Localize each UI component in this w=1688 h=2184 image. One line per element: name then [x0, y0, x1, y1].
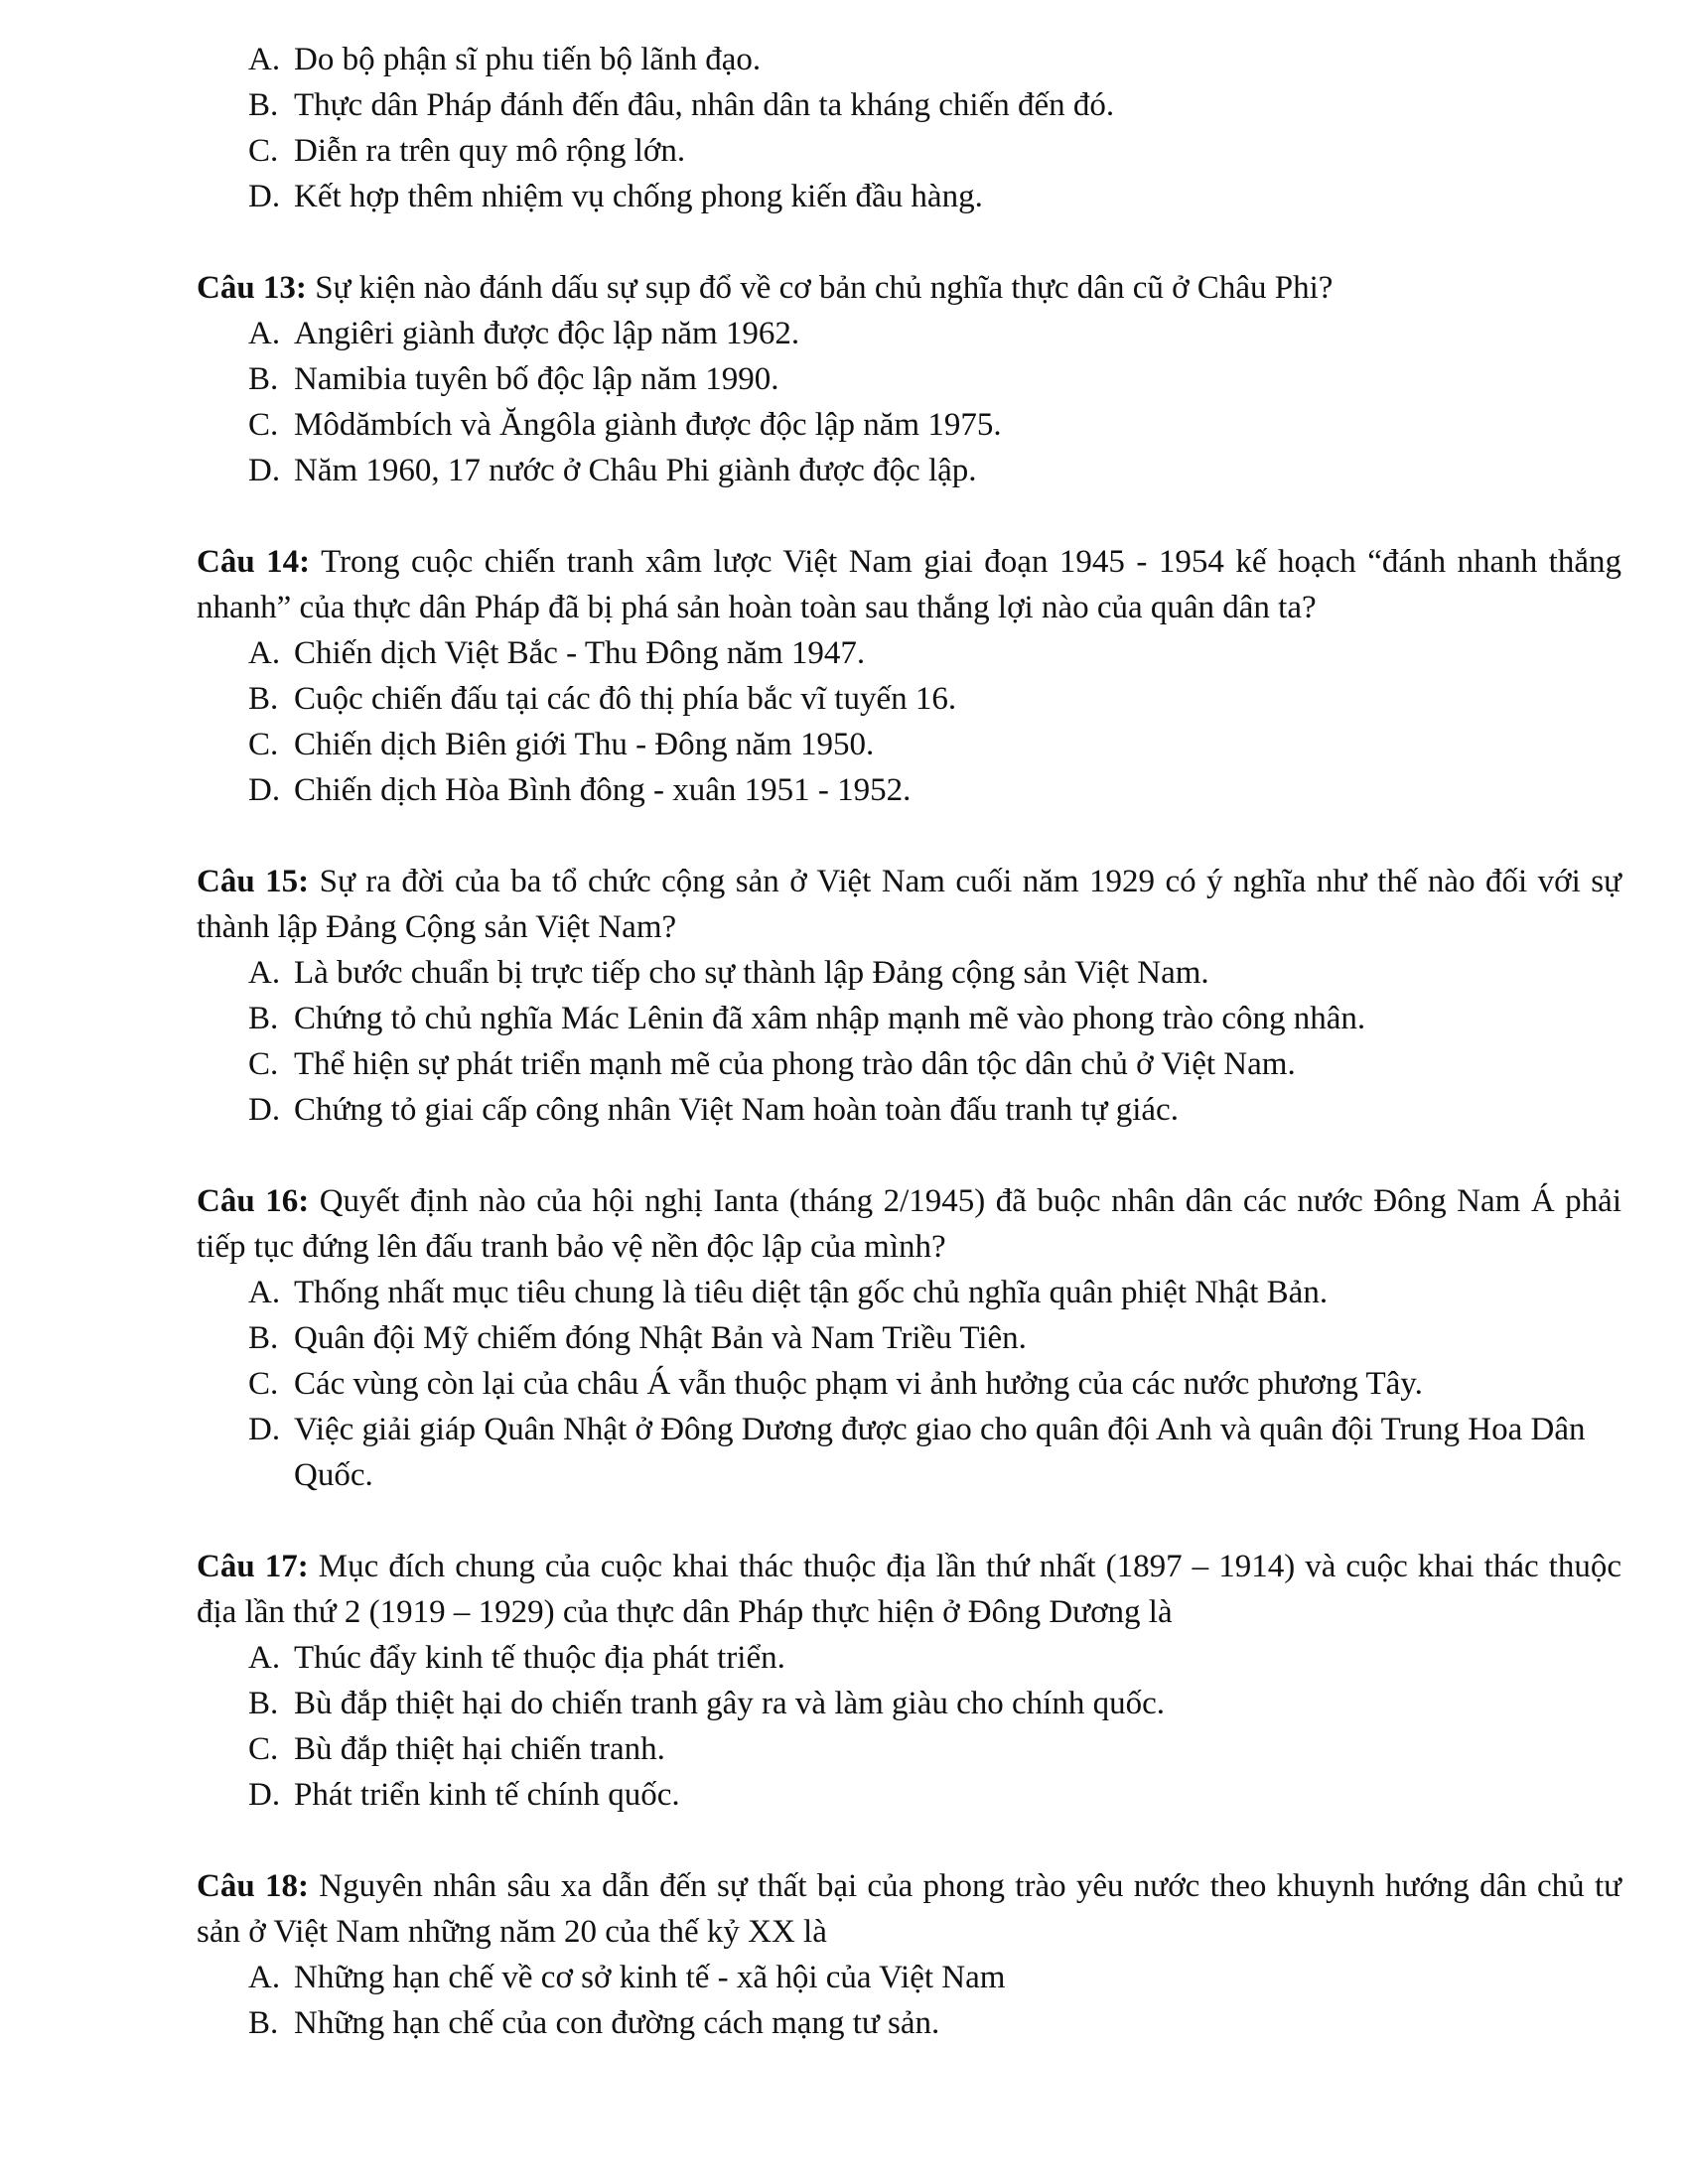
- option-letter: A.: [248, 42, 281, 77]
- exam-content: [197, 37, 1621, 2046]
- option-letter: D.: [248, 1092, 281, 1128]
- option-letter: D.: [248, 453, 281, 488]
- option-text: Phát triển kinh tế chính quốc.: [294, 1777, 680, 1813]
- question-stem: [197, 1544, 1621, 1635]
- option-d: [197, 767, 1621, 813]
- option-b: [197, 676, 1621, 722]
- option-text: Các vùng còn lại của châu Á vẫn thuộc phạm vi ảnh hưởng của các nước phương Tây.: [294, 1366, 1423, 1402]
- option-text: Chiến dịch Biên giới Thu - Đông năm 1950.: [294, 727, 875, 762]
- option-text: Những hạn chế về cơ sở kinh tế - xã hội của Việt Nam: [294, 1960, 1006, 1995]
- option-letter: D.: [248, 772, 281, 808]
- option-text: Bù đắp thiệt hại do chiến tranh gây ra và làm giàu cho chính quốc.: [294, 1686, 1165, 1721]
- option-letter: C.: [248, 727, 279, 762]
- question-14: [197, 539, 1621, 813]
- option-text: Quân đội Mỹ chiếm đóng Nhật Bản và Nam Triều Tiên.: [294, 1320, 1027, 1356]
- option-letter: C.: [248, 133, 279, 169]
- question-number: Câu 17:: [197, 1549, 309, 1584]
- option-letter: B.: [248, 681, 279, 717]
- option-b: [197, 1681, 1621, 1726]
- option-text: Năm 1960, 17 nước ở Châu Phi giành được độc lập.: [294, 453, 977, 488]
- option-letter: B.: [248, 1686, 279, 1721]
- option-text: Là bước chuẩn bị trực tiếp cho sự thành lập Đảng cộng sản Việt Nam.: [294, 955, 1209, 991]
- option-letter: A.: [248, 1275, 281, 1310]
- option-letter: B.: [248, 361, 279, 397]
- option-c: [197, 128, 1621, 174]
- option-text: Chiến dịch Hòa Bình đông - xuân 1951 - 1952.: [294, 772, 912, 808]
- option-b: [197, 996, 1621, 1041]
- question-stem: [197, 265, 1621, 311]
- option-text: Thể hiện sự phát triển mạnh mẽ của phong trào dân tộc dân chủ ở Việt Nam.: [294, 1046, 1296, 1082]
- option-text: Những hạn chế của con đường cách mạng tư sản.: [294, 2005, 940, 2041]
- option-c: [197, 402, 1621, 448]
- question-text: Sự kiện nào đánh dấu sự sụp đổ về cơ bản chủ nghĩa thực dân cũ ở Châu Phi?: [315, 270, 1334, 306]
- option-letter: A.: [248, 635, 281, 671]
- option-c: [197, 1041, 1621, 1087]
- option-b: [197, 356, 1621, 402]
- question-number: Câu 14:: [197, 544, 311, 580]
- option-a: [197, 1635, 1621, 1681]
- question-stem: [197, 859, 1621, 950]
- option-letter: C.: [248, 1731, 279, 1767]
- option-d: [197, 448, 1621, 493]
- option-letter: C.: [248, 407, 279, 443]
- option-text: Namibia tuyên bố độc lập năm 1990.: [294, 361, 779, 397]
- spacer: [197, 813, 1621, 859]
- option-b: [197, 1315, 1621, 1361]
- question-17: [197, 1544, 1621, 1818]
- question-15: [197, 859, 1621, 1133]
- continued-question-options: [197, 37, 1621, 219]
- question-text: Mục đích chung của cuộc khai thác thuộc địa lần thứ nhất (1897 – 1914) và cuộc khai thác thuộc địa lần thứ 2 (1919 – 1929) của thực dân Pháp thực hiện ở Đông Dương là: [197, 1549, 1621, 1630]
- option-letter: D.: [248, 1412, 281, 1447]
- option-a: [197, 37, 1621, 82]
- option-d: [197, 174, 1621, 219]
- option-letter: A.: [248, 316, 281, 351]
- option-d: [197, 1407, 1621, 1498]
- question-text: Sự ra đời của ba tổ chức cộng sản ở Việt Nam cuối năm 1929 có ý nghĩa như thế nào đối với sự thành lập Đảng Cộng sản Việt Nam?: [197, 864, 1621, 945]
- option-a: [197, 630, 1621, 676]
- option-a: [197, 1955, 1621, 2000]
- option-letter: A.: [248, 955, 281, 991]
- question-number: Câu 15:: [197, 864, 310, 899]
- option-c: [197, 1361, 1621, 1407]
- option-d: [197, 1772, 1621, 1818]
- option-letter: A.: [248, 1960, 281, 1995]
- option-a: [197, 950, 1621, 996]
- question-text: Quyết định nào của hội nghị Ianta (tháng 2/1945) đã buộc nhân dân các nước Đông Nam Á phải tiếp tục đứng lên đấu tranh bảo vệ nền độc lập của mình?: [197, 1183, 1621, 1265]
- spacer: [197, 493, 1621, 539]
- option-a: [197, 311, 1621, 356]
- option-letter: D.: [248, 179, 281, 214]
- spacer: [197, 1133, 1621, 1178]
- question-stem: [197, 1863, 1621, 1955]
- option-text: Thúc đẩy kinh tế thuộc địa phát triển.: [294, 1640, 785, 1676]
- option-text: Angiêri giành được độc lập năm 1962.: [294, 316, 800, 351]
- option-b: [197, 2000, 1621, 2046]
- option-letter: A.: [248, 1640, 281, 1676]
- option-c: [197, 722, 1621, 767]
- option-letter: D.: [248, 1777, 281, 1813]
- question-stem: [197, 539, 1621, 630]
- option-letter: B.: [248, 2005, 279, 2041]
- option-letter: C.: [248, 1046, 279, 1082]
- spacer: [197, 219, 1621, 265]
- option-letter: C.: [248, 1366, 279, 1402]
- option-a: [197, 1270, 1621, 1315]
- question-text: Nguyên nhân sâu xa dẫn đến sự thất bại của phong trào yêu nước theo khuynh hướng dân chủ tư sản ở Việt Nam những năm 20 của thế kỷ XX là: [197, 1868, 1622, 1950]
- question-18: [197, 1863, 1621, 2046]
- option-text: Chiến dịch Việt Bắc - Thu Đông năm 1947.: [294, 635, 866, 671]
- option-text: Kết hợp thêm nhiệm vụ chống phong kiến đầu hàng.: [294, 179, 983, 214]
- question-16: [197, 1178, 1621, 1498]
- option-text: Cuộc chiến đấu tại các đô thị phía bắc vĩ tuyến 16.: [294, 681, 957, 717]
- option-text: Diễn ra trên quy mô rộng lớn.: [294, 133, 686, 169]
- question-stem: [197, 1178, 1621, 1270]
- option-text: Thống nhất mục tiêu chung là tiêu diệt tận gốc chủ nghĩa quân phiệt Nhật Bản.: [294, 1275, 1329, 1310]
- option-text: Thực dân Pháp đánh đến đâu, nhân dân ta kháng chiến đến đó.: [294, 87, 1115, 123]
- option-letter: B.: [248, 1320, 279, 1356]
- option-text: Môdămbích và Ăngôla giành được độc lập năm 1975.: [294, 407, 1002, 443]
- option-text: Chứng tỏ chủ nghĩa Mác Lênin đã xâm nhập mạnh mẽ vào phong trào công nhân.: [294, 1001, 1366, 1036]
- question-number: Câu 16:: [197, 1183, 310, 1219]
- option-text: Chứng tỏ giai cấp công nhân Việt Nam hoàn toàn đấu tranh tự giác.: [294, 1092, 1179, 1128]
- question-13: [197, 265, 1621, 493]
- question-number: Câu 13:: [197, 270, 307, 306]
- option-text: Bù đắp thiệt hại chiến tranh.: [294, 1731, 665, 1767]
- question-text: Trong cuộc chiến tranh xâm lược Việt Nam giai đoạn 1945 - 1954 kế hoạch “đánh nhanh thắng nhanh” của thực dân Pháp đã bị phá sản hoàn toàn sau thắng lợi nào của quân dân ta?: [197, 544, 1621, 625]
- spacer: [197, 1498, 1621, 1544]
- option-text: Việc giải giáp Quân Nhật ở Đông Dương được giao cho quân đội Anh và quân đội Trung Hoa Dân Quốc.: [294, 1412, 1586, 1493]
- option-b: [197, 82, 1621, 128]
- option-d: [197, 1087, 1621, 1133]
- question-number: Câu 18:: [197, 1868, 309, 1904]
- option-letter: B.: [248, 1001, 279, 1036]
- option-text: Do bộ phận sĩ phu tiến bộ lãnh đạo.: [294, 42, 762, 77]
- option-letter: B.: [248, 87, 279, 123]
- option-c: [197, 1726, 1621, 1772]
- spacer: [197, 1818, 1621, 1863]
